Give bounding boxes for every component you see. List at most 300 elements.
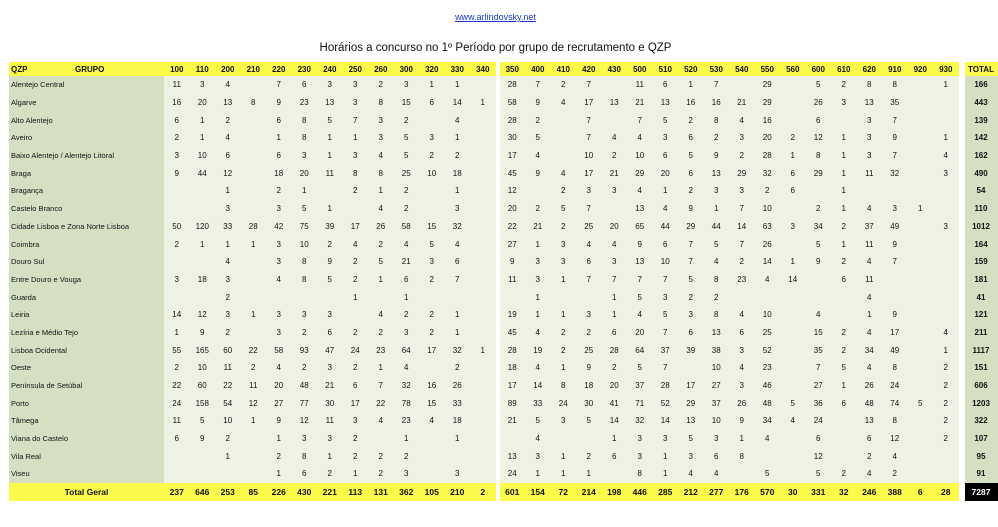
cell-value: 1: [317, 129, 343, 147]
cell-value: 4: [266, 271, 292, 289]
cell-value: 2: [419, 306, 445, 324]
table-row: [9, 341, 998, 359]
cell-value: 6: [266, 147, 292, 165]
cell-value: 23: [729, 271, 755, 289]
qzp-name: Oeste: [9, 359, 164, 377]
cell-value: 93: [292, 341, 318, 359]
cell-value: 4: [704, 253, 730, 271]
cell-value: 5: [525, 412, 551, 430]
cell-value: 13: [704, 324, 730, 342]
cell-value: 5: [551, 200, 577, 218]
cell-value: 4: [551, 94, 577, 112]
header-group-510: 510: [658, 64, 672, 74]
cell-value: [470, 147, 496, 165]
cell-value: 15: [419, 218, 445, 236]
cell-value: [831, 306, 857, 324]
cell-value: 16: [164, 94, 190, 112]
cell-value: 26: [755, 235, 781, 253]
cell-value: 1: [343, 465, 369, 483]
cell-value: [241, 324, 267, 342]
cell-value: 2: [394, 182, 420, 200]
cell-value: 5: [292, 200, 318, 218]
cell-value: [419, 288, 445, 306]
cell-value: 78: [394, 394, 420, 412]
cell-value: 14: [653, 412, 679, 430]
qzp-name: Entre Douro e Vouga: [9, 271, 164, 289]
cell-value: [470, 111, 496, 129]
cell-value: 8: [806, 147, 832, 165]
cell-value: [190, 253, 216, 271]
cell-value: 1: [780, 147, 806, 165]
cell-value: 6: [164, 111, 190, 129]
cell-value: 1: [470, 94, 496, 112]
cell-value: 7: [627, 271, 653, 289]
cell-value: [500, 288, 526, 306]
cell-value: 11: [857, 235, 883, 253]
cell-value: 1: [831, 182, 857, 200]
cell-value: 28: [500, 111, 526, 129]
cell-value: 8: [882, 359, 908, 377]
cell-value: 4: [576, 235, 602, 253]
cell-value: 29: [755, 94, 781, 112]
cell-value: 3: [729, 129, 755, 147]
cell-value: 11: [215, 359, 241, 377]
cell-value: 8: [292, 111, 318, 129]
cell-value: 4: [933, 324, 959, 342]
cell-value: 4: [729, 359, 755, 377]
cell-value: 30: [576, 394, 602, 412]
cell-value: 4: [678, 465, 704, 483]
cell-value: [831, 412, 857, 430]
cell-value: 2: [933, 394, 959, 412]
cell-value: 37: [627, 377, 653, 395]
cell-value: 4: [215, 129, 241, 147]
cell-value: [445, 288, 471, 306]
cell-value: 4: [368, 147, 394, 165]
cell-value: [241, 164, 267, 182]
total-geral-value: 6: [917, 486, 923, 497]
cell-value: [470, 200, 496, 218]
cell-value: 2: [525, 200, 551, 218]
cell-value: 23: [368, 341, 394, 359]
table-row: [9, 147, 998, 165]
cell-value: 3: [551, 412, 577, 430]
cell-value: 2: [343, 182, 369, 200]
cell-value: 5: [831, 359, 857, 377]
cell-value: 11: [317, 412, 343, 430]
cell-value: 12: [882, 430, 908, 448]
cell-value: 8: [292, 253, 318, 271]
cell-value: 23: [755, 359, 781, 377]
cell-value: [933, 465, 959, 483]
cell-value: 9: [576, 359, 602, 377]
cell-value: 2: [215, 288, 241, 306]
cell-value: 7: [576, 76, 602, 94]
cell-value: 10: [215, 412, 241, 430]
cell-value: 65: [627, 218, 653, 236]
cell-value: 25: [394, 164, 420, 182]
cell-value: 24: [500, 465, 526, 483]
cell-value: [831, 447, 857, 465]
cell-value: 3: [292, 430, 318, 448]
cell-value: 3: [627, 447, 653, 465]
cell-value: 1: [190, 235, 216, 253]
cell-value: 27: [266, 394, 292, 412]
cell-value: 14: [780, 271, 806, 289]
cell-value: 12: [190, 306, 216, 324]
header-group-200: 200: [221, 64, 235, 74]
cell-value: [241, 76, 267, 94]
cell-value: [190, 465, 216, 483]
cell-value: 32: [445, 218, 471, 236]
cell-value: 3: [343, 147, 369, 165]
cell-value: 26: [368, 218, 394, 236]
cell-value: [241, 271, 267, 289]
cell-value: 16: [419, 377, 445, 395]
cell-value: 4: [394, 359, 420, 377]
cell-value: [241, 465, 267, 483]
total-geral-value: 32: [839, 486, 849, 497]
row-total: 162: [965, 147, 998, 165]
cell-value: [908, 218, 934, 236]
cell-value: [241, 129, 267, 147]
cell-value: 24: [343, 341, 369, 359]
cell-value: 13: [317, 94, 343, 112]
cell-value: 3: [933, 164, 959, 182]
cell-value: 3: [729, 341, 755, 359]
cell-value: 158: [190, 394, 216, 412]
cell-value: 17: [343, 218, 369, 236]
cell-value: 7: [678, 253, 704, 271]
cell-value: 6: [831, 394, 857, 412]
cell-value: 3: [266, 235, 292, 253]
cell-value: [470, 377, 496, 395]
cell-value: 3: [857, 111, 883, 129]
cell-value: 6: [394, 271, 420, 289]
cell-value: 5: [806, 235, 832, 253]
cell-value: 2: [368, 324, 394, 342]
cell-value: 7: [343, 111, 369, 129]
cell-value: [419, 111, 445, 129]
cell-value: [831, 111, 857, 129]
table-row: [9, 359, 998, 377]
cell-value: 2: [933, 412, 959, 430]
cell-value: 20: [653, 164, 679, 182]
cell-value: 1: [653, 465, 679, 483]
cell-value: 5: [190, 412, 216, 430]
cell-value: [190, 288, 216, 306]
cell-value: 3: [525, 271, 551, 289]
cell-value: [857, 182, 883, 200]
cell-value: 2: [857, 447, 883, 465]
cell-value: 41: [602, 394, 628, 412]
row-total: 1117: [965, 341, 998, 359]
cell-value: [780, 111, 806, 129]
cell-value: 17: [678, 377, 704, 395]
cell-value: 10: [653, 253, 679, 271]
cell-value: 10: [704, 359, 730, 377]
cell-value: 2: [704, 288, 730, 306]
cell-value: [933, 253, 959, 271]
cell-value: 5: [394, 147, 420, 165]
cell-value: 4: [525, 430, 551, 448]
cell-value: 8: [241, 94, 267, 112]
cell-value: 24: [882, 377, 908, 395]
cell-value: 12: [292, 412, 318, 430]
cell-value: 18: [445, 412, 471, 430]
cell-value: 6: [678, 164, 704, 182]
total-geral-value: 154: [530, 486, 545, 497]
cell-value: 7: [882, 253, 908, 271]
cell-value: [908, 288, 934, 306]
cell-value: [576, 430, 602, 448]
header-group-620: 620: [862, 64, 876, 74]
row-total: 142: [965, 129, 998, 147]
cell-value: 4: [882, 447, 908, 465]
cell-value: 4: [857, 359, 883, 377]
cell-value: 120: [190, 218, 216, 236]
cell-value: 18: [190, 271, 216, 289]
cell-value: 13: [627, 253, 653, 271]
cell-value: 1: [445, 182, 471, 200]
cell-value: 17: [576, 94, 602, 112]
cell-value: 32: [627, 412, 653, 430]
cell-value: 3: [653, 430, 679, 448]
cell-value: 2: [780, 129, 806, 147]
cell-value: 3: [551, 253, 577, 271]
total-geral-value: 601: [505, 486, 520, 497]
cell-value: [241, 111, 267, 129]
cell-value: 6: [602, 447, 628, 465]
row-total: 1203: [965, 394, 998, 412]
cell-value: 2: [445, 359, 471, 377]
cell-value: [908, 235, 934, 253]
row-total: 490: [965, 164, 998, 182]
cell-value: [831, 430, 857, 448]
cell-value: [470, 288, 496, 306]
cell-value: 5: [806, 465, 832, 483]
total-geral-value: 246: [862, 486, 877, 497]
cell-value: 35: [806, 341, 832, 359]
cell-value: 7: [678, 235, 704, 253]
cell-value: 5: [576, 412, 602, 430]
cell-value: 1: [729, 430, 755, 448]
cell-value: 2: [368, 465, 394, 483]
cell-value: 5: [704, 235, 730, 253]
cell-value: 9: [882, 306, 908, 324]
cell-value: 12: [806, 447, 832, 465]
cell-value: 22: [368, 394, 394, 412]
cell-value: 4: [551, 164, 577, 182]
cell-value: 3: [419, 253, 445, 271]
cell-value: 3: [882, 200, 908, 218]
cell-value: 7: [729, 200, 755, 218]
cell-value: 20: [266, 377, 292, 395]
table-row: [9, 129, 998, 147]
header-group-520: 520: [684, 64, 698, 74]
cell-value: 1: [602, 288, 628, 306]
cell-value: 1: [704, 200, 730, 218]
cell-value: 11: [164, 412, 190, 430]
cell-value: 48: [292, 377, 318, 395]
cell-value: 1: [292, 182, 318, 200]
cell-value: 35: [882, 94, 908, 112]
cell-value: [317, 288, 343, 306]
cell-value: 34: [857, 341, 883, 359]
cell-value: 4: [394, 235, 420, 253]
cell-value: [755, 288, 781, 306]
cell-value: 2: [933, 359, 959, 377]
cell-value: 2: [831, 341, 857, 359]
cell-value: [933, 200, 959, 218]
cell-value: 3: [857, 129, 883, 147]
cell-value: 7: [576, 271, 602, 289]
table-row: [9, 111, 998, 129]
cell-value: 2: [419, 271, 445, 289]
cell-value: 2: [729, 253, 755, 271]
cell-value: [908, 164, 934, 182]
cell-value: 33: [215, 218, 241, 236]
cell-value: 1: [470, 341, 496, 359]
cell-value: [908, 111, 934, 129]
cell-value: 4: [215, 253, 241, 271]
qzp-name: Algarve: [9, 94, 164, 112]
cell-value: 58: [266, 341, 292, 359]
cell-value: [755, 447, 781, 465]
cell-value: 27: [806, 377, 832, 395]
row-total: 151: [965, 359, 998, 377]
row-total: 166: [965, 76, 998, 94]
cell-value: 4: [445, 235, 471, 253]
cell-value: 2: [394, 200, 420, 218]
cell-value: 7: [525, 76, 551, 94]
cell-value: 13: [857, 94, 883, 112]
cell-value: 20: [602, 377, 628, 395]
cell-value: 1: [551, 447, 577, 465]
cell-value: 5: [908, 394, 934, 412]
cell-value: [908, 76, 934, 94]
cell-value: 4: [525, 147, 551, 165]
cell-value: 2: [215, 430, 241, 448]
cell-value: 13: [215, 94, 241, 112]
cell-value: 71: [627, 394, 653, 412]
cell-value: 1: [576, 465, 602, 483]
cell-value: 1: [317, 200, 343, 218]
cell-value: 3: [704, 182, 730, 200]
cell-value: 7: [368, 377, 394, 395]
cell-value: [780, 76, 806, 94]
cell-value: 1: [602, 306, 628, 324]
cell-value: 30: [500, 129, 526, 147]
cell-value: [419, 359, 445, 377]
cell-value: 25: [755, 324, 781, 342]
cell-value: 2: [602, 147, 628, 165]
cell-value: [933, 447, 959, 465]
cell-value: 3: [215, 271, 241, 289]
cell-value: 9: [266, 94, 292, 112]
cell-value: 7: [882, 111, 908, 129]
cell-value: [882, 288, 908, 306]
cell-value: [419, 200, 445, 218]
cell-value: 7: [576, 129, 602, 147]
cell-value: 77: [292, 394, 318, 412]
cell-value: 2: [525, 111, 551, 129]
cell-value: 15: [419, 394, 445, 412]
cell-value: 52: [755, 341, 781, 359]
cell-value: 1: [831, 147, 857, 165]
cell-value: 3: [525, 447, 551, 465]
cell-value: [780, 447, 806, 465]
cell-value: 19: [525, 341, 551, 359]
site-link[interactable]: www.arlindovsky.net: [455, 12, 536, 22]
header-group-530: 530: [709, 64, 723, 74]
qzp-name: Viseu: [9, 465, 164, 483]
header-total: TOTAL: [968, 64, 994, 74]
cell-value: [780, 324, 806, 342]
cell-value: 4: [627, 306, 653, 324]
cell-value: 52: [653, 394, 679, 412]
cell-value: 11: [500, 271, 526, 289]
cell-value: 21: [317, 377, 343, 395]
cell-value: 1: [317, 447, 343, 465]
cell-value: [215, 465, 241, 483]
cell-value: 1: [831, 200, 857, 218]
cell-value: 2: [343, 324, 369, 342]
qzp-name: Coimbra: [9, 235, 164, 253]
cell-value: 13: [857, 412, 883, 430]
cell-value: [551, 129, 577, 147]
total-geral-value: 176: [734, 486, 749, 497]
cell-value: 28: [602, 341, 628, 359]
cell-value: 3: [317, 430, 343, 448]
cell-value: 1: [368, 182, 394, 200]
cell-value: 7: [266, 76, 292, 94]
cell-value: 3: [190, 76, 216, 94]
cell-value: 1: [445, 129, 471, 147]
total-geral-value: 2: [480, 486, 486, 497]
cell-value: 21: [500, 412, 526, 430]
cell-value: 4: [857, 324, 883, 342]
cell-value: 36: [806, 394, 832, 412]
cell-value: 3: [317, 76, 343, 94]
header-grupo: GRUPO: [75, 64, 105, 74]
cell-value: 2: [343, 359, 369, 377]
cell-value: 5: [317, 271, 343, 289]
cell-value: [576, 288, 602, 306]
cell-value: 11: [241, 377, 267, 395]
table-row: [9, 324, 998, 342]
cell-value: [933, 111, 959, 129]
cell-value: 7: [704, 76, 730, 94]
cell-value: 44: [190, 164, 216, 182]
cell-value: 3: [164, 271, 190, 289]
cell-value: 8: [857, 76, 883, 94]
cell-value: [933, 288, 959, 306]
cell-value: 1: [266, 465, 292, 483]
cell-value: 4: [729, 111, 755, 129]
schedule-table: [9, 62, 998, 501]
cell-value: [343, 200, 369, 218]
cell-value: 1: [933, 76, 959, 94]
cell-value: 8: [292, 271, 318, 289]
cell-value: 75: [292, 218, 318, 236]
total-geral-value: 105: [424, 486, 439, 497]
table-row: [9, 430, 998, 448]
row-total: 110: [965, 200, 998, 218]
cell-value: 1: [266, 430, 292, 448]
cell-value: [164, 182, 190, 200]
cell-value: 1: [525, 465, 551, 483]
